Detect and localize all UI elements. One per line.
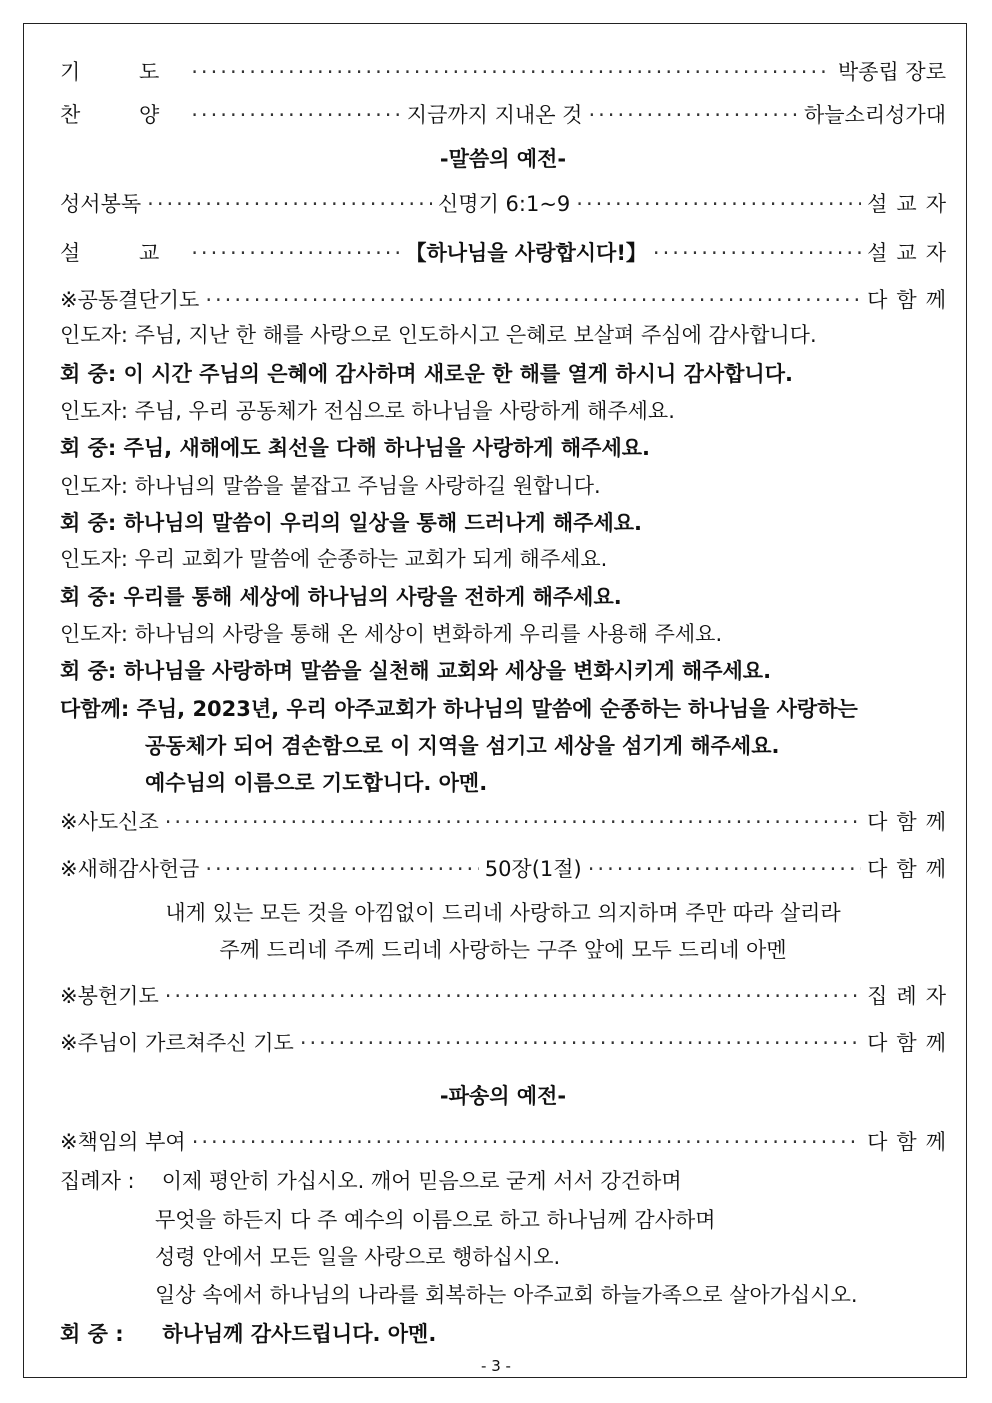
litany-line bbox=[60, 469, 946, 503]
litany-speaker: 회 중: bbox=[60, 585, 117, 609]
leader-dots bbox=[191, 236, 399, 270]
litany-speaker: 인도자: bbox=[60, 547, 128, 571]
order-label: 성서봉독 bbox=[60, 192, 142, 216]
together-speaker: 다함께: bbox=[60, 697, 130, 721]
litany-line bbox=[60, 654, 946, 688]
litany-speaker: 인도자: bbox=[60, 323, 128, 347]
together-prayer-line bbox=[60, 692, 946, 726]
leader-dots bbox=[191, 98, 401, 132]
leader-dots bbox=[165, 805, 861, 839]
litany-text: 주님, 새해에도 최선을 다해 하나님을 사랑하게 해주세요. bbox=[123, 436, 650, 460]
order-label: 찬 양 bbox=[60, 103, 186, 127]
leader-dots bbox=[205, 852, 478, 886]
litany-line bbox=[60, 542, 946, 576]
order-right: 다함께 bbox=[867, 857, 955, 881]
order-item-lords-prayer bbox=[60, 1026, 955, 1060]
leader-dots bbox=[576, 187, 861, 221]
response-speaker: 회 중 : bbox=[60, 1322, 124, 1346]
order-middle: 지금까지 지내온 것 bbox=[406, 103, 583, 127]
together-prayer-line: 예수님의 이름으로 기도합니다. 아멘. bbox=[145, 771, 488, 795]
response-line bbox=[60, 1317, 946, 1351]
hymn-lyric-line: 주께 드리네 주께 드리네 사랑하는 구주 앞에 모두 드리네 아멘 bbox=[219, 938, 787, 962]
hymn-lyric-line: 내게 있는 모든 것을 아낌없이 드리네 사랑하고 의지하며 주만 따라 살리라 bbox=[165, 901, 841, 925]
order-item-hymn bbox=[60, 98, 946, 132]
page-number: - 3 - bbox=[481, 1357, 511, 1375]
litany-speaker: 인도자: bbox=[60, 474, 128, 498]
litany-speaker: 회 중: bbox=[60, 659, 117, 683]
order-right: 하늘소리성가대 bbox=[803, 103, 946, 127]
order-right: 다함께 bbox=[867, 1031, 955, 1055]
together-prayer-line: 공동체가 되어 겸손함으로 이 지역을 섬기고 세상을 섬기게 해주세요. bbox=[145, 734, 780, 758]
order-item-scripture bbox=[60, 187, 955, 221]
litany-line bbox=[60, 394, 946, 428]
leader-dots bbox=[653, 236, 861, 270]
section-title-sending: -파송의 예전- bbox=[439, 1084, 567, 1108]
leader-dots bbox=[300, 1026, 861, 1060]
order-label: ※사도신조 bbox=[60, 810, 159, 834]
order-label: ※공동결단기도 bbox=[60, 288, 200, 312]
order-middle: 50장(1절) bbox=[484, 857, 582, 881]
order-label: ※봉헌기도 bbox=[60, 984, 159, 1008]
order-right: 설교자 bbox=[867, 241, 955, 265]
order-label: ※책임의 부여 bbox=[60, 1130, 186, 1154]
order-item-creed bbox=[60, 805, 955, 839]
litany-text: 주님, 우리 공동체가 전심으로 하나님을 사랑하게 해주세요. bbox=[134, 399, 675, 423]
order-item-offering-prayer bbox=[60, 979, 955, 1013]
order-item-prayer bbox=[60, 55, 946, 89]
order-middle: 신명기 6:1~9 bbox=[438, 192, 571, 216]
order-item-charge bbox=[60, 1125, 955, 1159]
order-right: 다함께 bbox=[867, 288, 955, 312]
litany-text: 이 시간 주님의 은혜에 감사하며 새로운 한 해를 열게 하시니 감사합니다. bbox=[123, 362, 793, 386]
litany-text: 하나님의 사랑을 통해 온 세상이 변화하게 우리를 사용해 주세요. bbox=[134, 622, 723, 646]
litany-speaker: 회 중: bbox=[60, 362, 117, 386]
order-label: ※새해감사헌금 bbox=[60, 857, 200, 881]
benediction-line: 무엇을 하든지 다 주 예수의 이름으로 하고 하나님께 감사하며 bbox=[155, 1208, 716, 1232]
order-label: ※주님이 가르쳐주신 기도 bbox=[60, 1031, 294, 1055]
litany-line bbox=[60, 580, 946, 614]
order-right: 박종립 장로 bbox=[837, 60, 946, 84]
section-title-word: -말씀의 예전- bbox=[439, 147, 567, 171]
benediction-speaker: 집례자 : bbox=[60, 1169, 135, 1193]
litany-line bbox=[60, 431, 946, 465]
order-item-commitment-prayer bbox=[60, 283, 955, 317]
litany-text: 하나님의 말씀이 우리의 일상을 통해 드러나게 해주세요. bbox=[123, 511, 643, 535]
order-right: 집례자 bbox=[867, 984, 955, 1008]
litany-line bbox=[60, 318, 946, 352]
order-item-sermon bbox=[60, 236, 955, 270]
benediction-line: 일상 속에서 하나님의 나라를 회복하는 아주교회 하늘가족으로 살아가십시오. bbox=[155, 1283, 858, 1307]
leader-dots bbox=[191, 55, 832, 89]
benediction-line: 성령 안에서 모든 일을 사랑으로 행하십시오. bbox=[155, 1245, 561, 1269]
litany-speaker: 회 중: bbox=[60, 436, 117, 460]
litany-text: 주님, 지난 한 해를 사랑으로 인도하시고 은혜로 보살펴 주심에 감사합니다. bbox=[134, 323, 817, 347]
litany-text: 하나님을 사랑하며 말씀을 실천해 교회와 세상을 변화시키게 해주세요. bbox=[123, 659, 772, 683]
leader-dots bbox=[588, 98, 798, 132]
together-text: 주님, 2023년, 우리 아주교회가 하나님의 말씀에 순종하는 하나님을 사랑하는 bbox=[136, 697, 858, 721]
benediction-text: 이제 평안히 가십시오. 깨어 믿음으로 굳게 서서 강건하며 bbox=[161, 1169, 682, 1193]
order-right: 다함께 bbox=[867, 1130, 955, 1154]
litany-speaker: 회 중: bbox=[60, 511, 117, 535]
leader-dots bbox=[165, 979, 861, 1013]
order-middle: 【하나님을 사랑합시다!】 bbox=[405, 241, 647, 265]
order-right: 설교자 bbox=[867, 192, 955, 216]
litany-text: 우리 교회가 말씀에 순종하는 교회가 되게 해주세요. bbox=[134, 547, 608, 571]
litany-speaker: 인도자: bbox=[60, 399, 128, 423]
response-text: 하나님께 감사드립니다. 아멘. bbox=[162, 1322, 437, 1346]
leader-dots bbox=[588, 852, 861, 886]
leader-dots bbox=[192, 1125, 861, 1159]
litany-text: 하나님의 말씀을 붙잡고 주님을 사랑하길 원합니다. bbox=[134, 474, 601, 498]
leader-dots bbox=[147, 187, 432, 221]
order-label: 설 교 bbox=[60, 241, 186, 265]
litany-line bbox=[60, 357, 946, 391]
litany-line bbox=[60, 506, 946, 540]
benediction-line bbox=[60, 1164, 946, 1198]
order-label: 기 도 bbox=[60, 60, 186, 84]
order-item-offering bbox=[60, 852, 955, 886]
litany-text: 우리를 통해 세상에 하나님의 사랑을 전하게 해주세요. bbox=[123, 585, 622, 609]
order-right: 다함께 bbox=[867, 810, 955, 834]
litany-line bbox=[60, 617, 946, 651]
leader-dots bbox=[205, 283, 861, 317]
litany-speaker: 인도자: bbox=[60, 622, 128, 646]
